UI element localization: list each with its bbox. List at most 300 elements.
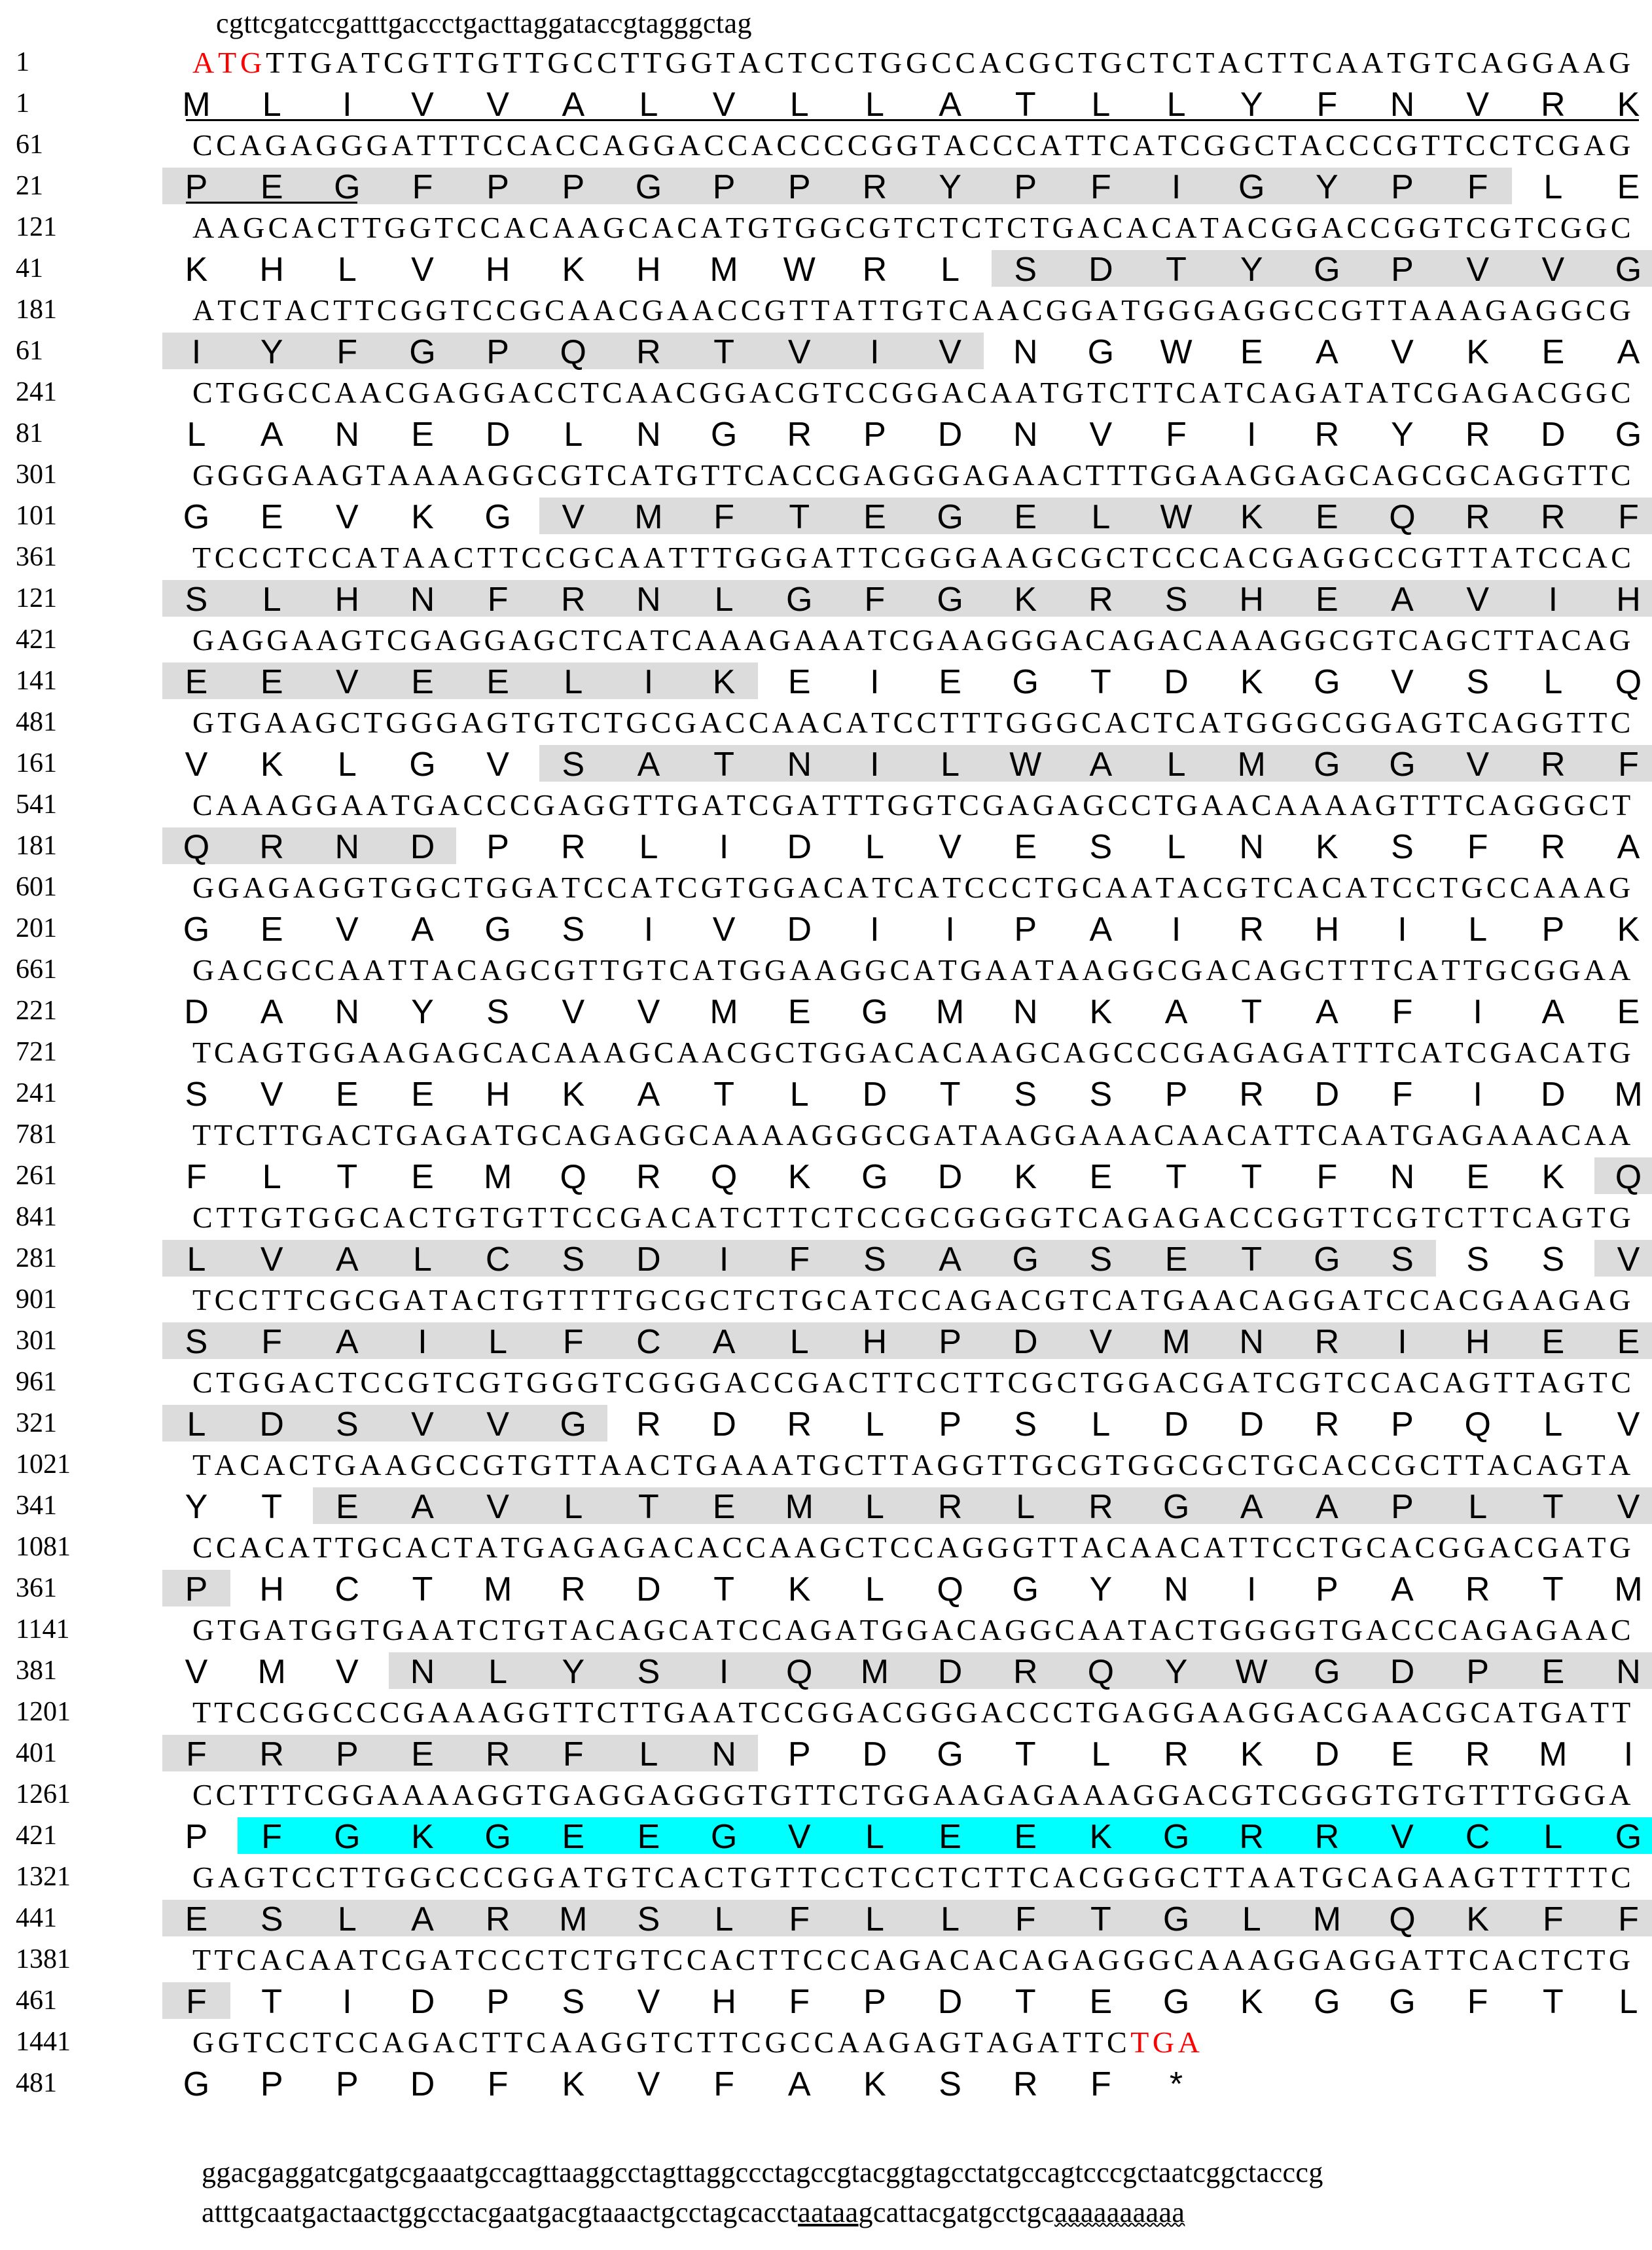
- amino-acid: Q: [1389, 498, 1416, 536]
- amino-acid: V: [486, 1406, 509, 1443]
- amino-acid: R: [1541, 828, 1566, 866]
- nucleotide-position: 481: [16, 707, 57, 737]
- nucleotide: T: [1587, 1943, 1606, 1976]
- nucleotide: C: [745, 1531, 766, 1564]
- nucleotide: A: [944, 1283, 967, 1316]
- amino-acid: E: [185, 663, 208, 701]
- nucleotide: G: [1585, 211, 1607, 244]
- nucleotide: A: [1197, 1943, 1219, 1976]
- nucleotide: A: [387, 458, 410, 492]
- nucleotide: C: [1172, 46, 1193, 79]
- nucleotide: C: [458, 2025, 478, 2059]
- nucleotide: A: [1361, 46, 1384, 79]
- nucleotide: A: [341, 788, 363, 822]
- nucleotide: A: [846, 706, 868, 739]
- nucleotide: A: [1488, 788, 1511, 822]
- amino-acid: A: [1240, 1488, 1263, 1526]
- amino-acid-position: 181: [16, 831, 57, 861]
- amino-acid: E: [1164, 1241, 1188, 1279]
- nucleotide: C: [649, 1448, 670, 1481]
- nucleotide: G: [507, 1860, 530, 1894]
- nucleotide: T: [1030, 211, 1049, 244]
- nucleotide: G: [684, 1283, 706, 1316]
- nucleotide: A: [334, 376, 357, 409]
- amino-acid: F: [186, 1983, 207, 2021]
- nucleotide: C: [1419, 1366, 1440, 1399]
- amino-acid: Y: [1240, 251, 1263, 289]
- nucleotide: T: [359, 1943, 378, 1976]
- amino-acid-position: 361: [16, 1573, 57, 1603]
- nucleotide: C: [1109, 128, 1130, 162]
- amino-acid: R: [1239, 1818, 1264, 1856]
- amino-acid: K: [411, 1818, 434, 1856]
- amino-acid-sequence: [187, 1405, 1640, 1443]
- nucleotide: G: [1150, 458, 1172, 492]
- nucleotide: A: [480, 953, 502, 987]
- nucleotide: A: [1010, 953, 1032, 987]
- nucleotide: C: [1489, 128, 1509, 162]
- nucleotide: G: [1244, 293, 1266, 327]
- nucleotide: A: [986, 2025, 1009, 2059]
- nucleotide: C: [1278, 1778, 1298, 1811]
- amino-acid: A: [335, 1241, 359, 1279]
- nucleotide: C: [921, 1283, 941, 1316]
- amino-acid: E: [260, 663, 283, 701]
- amino-acid: T: [713, 1076, 734, 1114]
- nucleotide: C: [1178, 1366, 1199, 1399]
- nucleotide: G: [772, 788, 794, 822]
- amino-acid: P: [260, 2065, 283, 2103]
- nucleotide: G: [1532, 46, 1554, 79]
- nucleotide: A: [391, 128, 414, 162]
- nucleotide: C: [332, 1696, 353, 1729]
- amino-acid: W: [1235, 1653, 1268, 1691]
- amino-acid: H: [334, 581, 360, 619]
- nucleotide-position: 241: [16, 377, 57, 407]
- nucleotide: T: [1387, 46, 1406, 79]
- nucleotide: C: [1513, 1531, 1534, 1564]
- nucleotide: T: [984, 211, 1003, 244]
- nucleotide: A: [965, 1036, 988, 1069]
- amino-acid-position: 121: [16, 583, 57, 613]
- nucleotide: C: [521, 541, 542, 574]
- nucleotide: T: [192, 1283, 211, 1316]
- nucleotide: T: [361, 1860, 380, 1894]
- amino-acid: Y: [939, 168, 961, 206]
- amino-acid: P: [1014, 911, 1037, 949]
- nucleotide-sequence: [192, 1282, 1631, 1317]
- nucleotide: A: [666, 293, 689, 327]
- nucleotide-row: [0, 1031, 1652, 1072]
- amino-acid-position: 301: [16, 1326, 57, 1356]
- nucleotide: C: [1005, 1696, 1026, 1729]
- nucleotide: T: [239, 1778, 258, 1811]
- nucleotide: G: [335, 1613, 357, 1646]
- nucleotide: A: [420, 1118, 442, 1152]
- nucleotide: G: [384, 1860, 406, 1894]
- amino-acid: L: [337, 1900, 357, 1938]
- amino-acid: G: [1314, 1241, 1340, 1279]
- amino-acid: P: [562, 168, 585, 206]
- amino-acid-row: [0, 1567, 1652, 1608]
- nucleotide: A: [744, 623, 766, 657]
- nucleotide: C: [456, 953, 477, 987]
- nucleotide: T: [1494, 623, 1513, 657]
- amino-acid: R: [1314, 1406, 1340, 1443]
- nucleotide: C: [1153, 1118, 1174, 1152]
- nucleotide: A: [1005, 1118, 1027, 1152]
- nucleotide: G: [1102, 1366, 1124, 1399]
- nucleotide: T: [1154, 376, 1173, 409]
- nucleotide: G: [832, 1696, 854, 1729]
- nucleotide: A: [843, 623, 865, 657]
- amino-acid-row: [0, 1485, 1652, 1526]
- nucleotide: A: [937, 1531, 959, 1564]
- nucleotide: C: [355, 1283, 375, 1316]
- domain-highlight: [162, 1735, 758, 1771]
- nucleotide: T: [943, 871, 961, 904]
- nucleotide: T: [1327, 953, 1347, 987]
- nucleotide: C: [618, 293, 639, 327]
- amino-acid: V: [787, 333, 811, 371]
- nucleotide: T: [766, 1201, 785, 1234]
- amino-acid: T: [1542, 1488, 1564, 1526]
- nucleotide: C: [1272, 1531, 1293, 1564]
- nucleotide: A: [291, 623, 314, 657]
- nucleotide: G: [1506, 46, 1528, 79]
- nucleotide: G: [1012, 2025, 1034, 2059]
- nucleotide: A: [1583, 871, 1606, 904]
- polyadenylation-signal: aataa: [798, 2196, 859, 2228]
- amino-acid: M: [785, 1488, 814, 1526]
- nucleotide: G: [1274, 458, 1297, 492]
- amino-acid: F: [1467, 1983, 1488, 2021]
- nucleotide: G: [502, 1778, 524, 1811]
- nucleotide: C: [660, 1283, 681, 1316]
- nucleotide: C: [1179, 1860, 1200, 1894]
- amino-acid: F: [487, 2065, 509, 2103]
- nucleotide: T: [214, 1943, 233, 1976]
- nucleotide: T: [727, 1860, 747, 1894]
- nucleotide: G: [861, 1118, 883, 1152]
- nucleotide: A: [1338, 1283, 1361, 1316]
- nucleotide: C: [384, 46, 404, 79]
- nucleotide: T: [1446, 706, 1465, 739]
- nucleotide: G: [598, 1778, 620, 1811]
- amino-acid: M: [634, 498, 663, 536]
- nucleotide: G: [1412, 1118, 1434, 1152]
- amino-acid-sequence: [185, 1487, 1640, 1526]
- nucleotide: A: [1416, 953, 1439, 987]
- nucleotide: T: [726, 871, 745, 904]
- nucleotide: G: [891, 376, 914, 409]
- nucleotide: T: [1518, 1696, 1537, 1729]
- nucleotide: A: [1130, 1531, 1152, 1564]
- amino-acid-sequence: [185, 745, 1639, 784]
- amino-acid: D: [787, 828, 812, 866]
- amino-acid: D: [1390, 1653, 1415, 1691]
- amino-acid: T: [1166, 1158, 1187, 1196]
- amino-acid: S: [1089, 828, 1113, 866]
- nucleotide: C: [472, 293, 493, 327]
- nucleotide: G: [615, 1943, 637, 1976]
- nucleotide: T: [717, 953, 736, 987]
- amino-acid: N: [334, 828, 360, 866]
- amino-acid: S: [1164, 581, 1188, 619]
- nucleotide: T: [836, 541, 855, 574]
- nucleotide: A: [1053, 1860, 1075, 1894]
- nucleotide: G: [242, 623, 264, 657]
- amino-acid: E: [411, 416, 434, 454]
- nucleotide-sequence: [192, 1035, 1631, 1070]
- nucleotide: C: [529, 211, 549, 244]
- nucleotide: C: [1062, 458, 1083, 492]
- nucleotide: G: [425, 293, 448, 327]
- amino-acid: R: [1314, 1818, 1340, 1856]
- nucleotide: A: [1122, 1696, 1145, 1729]
- nucleotide: T: [1568, 458, 1587, 492]
- nucleotide: G: [1608, 46, 1631, 79]
- nucleotide: A: [1537, 1366, 1560, 1399]
- amino-acid: C: [1465, 1818, 1490, 1856]
- nucleotide: A: [433, 2025, 455, 2059]
- amino-acid: P: [185, 168, 208, 206]
- nucleotide: G: [1282, 1036, 1304, 1069]
- nucleotide: C: [1610, 1860, 1631, 1894]
- nucleotide: A: [700, 211, 723, 244]
- nucleotide: A: [577, 211, 600, 244]
- amino-acid: G: [1162, 1488, 1190, 1526]
- amino-acid: D: [1088, 251, 1113, 289]
- nucleotide: A: [924, 1943, 946, 1976]
- nucleotide: G: [243, 211, 265, 244]
- nucleotide: A: [1230, 623, 1252, 657]
- amino-acid-position: 241: [16, 1078, 57, 1108]
- nucleotide: G: [1560, 211, 1583, 244]
- nucleotide: C: [717, 293, 738, 327]
- nucleotide: T: [1422, 1201, 1441, 1234]
- nucleotide: C: [856, 1201, 877, 1234]
- amino-acid: S: [1089, 1076, 1113, 1114]
- nucleotide: A: [1443, 1366, 1465, 1399]
- nucleotide: G: [628, 1036, 651, 1069]
- amino-acid: L: [639, 1735, 658, 1773]
- amino-acid: G: [937, 581, 963, 619]
- nucleotide: A: [239, 1531, 261, 1564]
- nucleotide: T: [192, 1943, 211, 1976]
- nucleotide: A: [1077, 211, 1100, 244]
- nucleotide: G: [486, 871, 508, 904]
- nucleotide: T: [457, 1613, 476, 1646]
- nucleotide: G: [503, 1696, 525, 1729]
- nucleotide: C: [1386, 1283, 1407, 1316]
- nucleotide: A: [217, 623, 239, 657]
- nucleotide: G: [970, 1283, 992, 1316]
- nucleotide: G: [533, 623, 556, 657]
- nucleotide: A: [797, 788, 819, 822]
- nucleotide: A: [432, 1613, 454, 1646]
- amino-acid: A: [787, 2065, 811, 2103]
- nucleotide: G: [282, 1696, 305, 1729]
- amino-acid: P: [185, 1570, 208, 1608]
- amino-acid: N: [1013, 993, 1038, 1031]
- nucleotide: G: [888, 2025, 910, 2059]
- amino-acid: V: [939, 828, 961, 866]
- nucleotide: A: [549, 2025, 572, 2059]
- amino-acid: F: [1090, 168, 1111, 206]
- nucleotide: T: [633, 788, 652, 822]
- amino-acid: D: [787, 911, 812, 949]
- amino-acid-position: 381: [16, 1656, 57, 1686]
- amino-acid: G: [1314, 1653, 1340, 1691]
- nucleotide: A: [786, 1118, 808, 1152]
- nucleotide-row: [0, 949, 1652, 990]
- nucleotide: G: [217, 871, 240, 904]
- nucleotide: A: [1336, 46, 1358, 79]
- amino-acid: E: [260, 168, 283, 206]
- amino-acid-sequence: [185, 250, 1642, 289]
- nucleotide: A: [846, 871, 869, 904]
- nucleotide: A: [1585, 1613, 1607, 1646]
- nucleotide: G: [1558, 128, 1581, 162]
- nucleotide: C: [1537, 541, 1558, 574]
- amino-acid: L: [1543, 1818, 1563, 1856]
- nucleotide: T: [285, 541, 304, 574]
- nucleotide-sequence: [192, 293, 1631, 327]
- amino-acid: E: [787, 993, 811, 1031]
- amino-acid: Y: [1089, 1570, 1113, 1608]
- amino-acid: N: [787, 746, 812, 784]
- amino-acid: D: [485, 416, 511, 454]
- nucleotide: G: [484, 623, 506, 657]
- amino-acid: P: [1391, 168, 1414, 206]
- amino-acid: V: [1391, 663, 1414, 701]
- nucleotide: G: [896, 128, 918, 162]
- nucleotide: C: [689, 1118, 709, 1152]
- nucleotide: C: [314, 1366, 335, 1399]
- nucleotide: C: [1465, 128, 1486, 162]
- nucleotide: C: [238, 1283, 259, 1316]
- nucleotide: A: [1560, 1613, 1583, 1646]
- nucleotide: A: [785, 1613, 807, 1646]
- nucleotide: G: [939, 2025, 961, 2059]
- nucleotide: A: [1183, 1778, 1205, 1811]
- nucleotide: G: [639, 1118, 661, 1152]
- nucleotide: T: [355, 293, 374, 327]
- nucleotide: A: [1079, 1118, 1102, 1152]
- nucleotide: T: [433, 46, 452, 79]
- nucleotide-sequence: [192, 1942, 1631, 1977]
- nucleotide: A: [433, 1036, 455, 1069]
- nucleotide: T: [334, 1531, 353, 1564]
- nucleotide: A: [863, 458, 886, 492]
- amino-acid: A: [939, 1241, 961, 1279]
- amino-acid: N: [410, 581, 435, 619]
- nucleotide: G: [1123, 1943, 1145, 1976]
- nucleotide: C: [531, 1036, 551, 1069]
- amino-acid: D: [937, 1983, 963, 2021]
- amino-acid: M: [1614, 1076, 1643, 1114]
- nucleotide: C: [893, 871, 914, 904]
- nucleotide: C: [483, 1860, 503, 1894]
- amino-acid-sequence: [191, 333, 1640, 371]
- nucleotide: C: [810, 46, 831, 79]
- nucleotide: T: [717, 1613, 736, 1646]
- nucleotide: G: [266, 623, 289, 657]
- nucleotide: C: [594, 541, 615, 574]
- nucleotide: G: [1298, 1943, 1321, 1976]
- amino-acid: S: [486, 993, 509, 1031]
- nucleotide: G: [1249, 458, 1272, 492]
- nucleotide: A: [1255, 623, 1277, 657]
- nucleotide: A: [1320, 376, 1342, 409]
- nucleotide-row: [0, 866, 1652, 907]
- nucleotide: G: [409, 1860, 432, 1894]
- nucleotide: G: [533, 788, 555, 822]
- nucleotide: G: [192, 2025, 215, 2059]
- nucleotide: G: [533, 1860, 555, 1894]
- nucleotide: G: [1143, 293, 1165, 327]
- nucleotide: T: [1354, 1036, 1373, 1069]
- nucleotide: C: [478, 1613, 499, 1646]
- nucleotide: G: [960, 953, 982, 987]
- amino-acid: K: [1089, 1818, 1113, 1856]
- nucleotide: T: [1588, 1860, 1607, 1894]
- nucleotide: C: [889, 1531, 910, 1564]
- nucleotide-row: [0, 454, 1652, 495]
- nucleotide: A: [1257, 1036, 1280, 1069]
- nucleotide: A: [1072, 1943, 1095, 1976]
- amino-acid: E: [787, 663, 811, 701]
- amino-acid: F: [186, 1735, 207, 1773]
- nucleotide: A: [1435, 293, 1457, 327]
- nucleotide: A: [769, 1531, 791, 1564]
- nucleotide: G: [1323, 458, 1346, 492]
- nucleotide-position: 781: [16, 1119, 57, 1150]
- nucleotide: C: [1244, 46, 1264, 79]
- nucleotide: C: [847, 128, 868, 162]
- nucleotide: G: [1232, 1036, 1255, 1069]
- nucleotide: G: [530, 1448, 552, 1481]
- nucleotide: A: [403, 1283, 426, 1316]
- amino-acid: F: [1467, 168, 1488, 206]
- nucleotide: A: [972, 293, 994, 327]
- nucleotide: G: [1088, 1036, 1111, 1069]
- amino-acid: R: [862, 251, 888, 289]
- nucleotide: T: [776, 1860, 795, 1894]
- nucleotide: A: [1583, 953, 1606, 987]
- nucleotide: C: [192, 376, 213, 409]
- nucleotide: A: [1609, 1118, 1631, 1152]
- nucleotide: T: [410, 953, 429, 987]
- amino-acid: D: [259, 1406, 284, 1443]
- nucleotide: C: [264, 1531, 285, 1564]
- amino-acid-row: [0, 825, 1652, 866]
- amino-acid: A: [1316, 1488, 1338, 1526]
- amino-acid: Y: [185, 1488, 208, 1526]
- nucleotide: A: [570, 1613, 592, 1646]
- nucleotide: G: [1438, 1531, 1460, 1564]
- nucleotide-row: [0, 2021, 1652, 2062]
- nucleotide: G: [1193, 293, 1215, 327]
- nucleotide: T: [366, 458, 385, 492]
- amino-acid: R: [862, 168, 888, 206]
- nucleotide: T: [279, 1118, 298, 1152]
- nucleotide: C: [1022, 293, 1043, 327]
- nucleotide: G: [764, 293, 786, 327]
- nucleotide: G: [1558, 1778, 1581, 1811]
- amino-acid: S: [1014, 1076, 1037, 1114]
